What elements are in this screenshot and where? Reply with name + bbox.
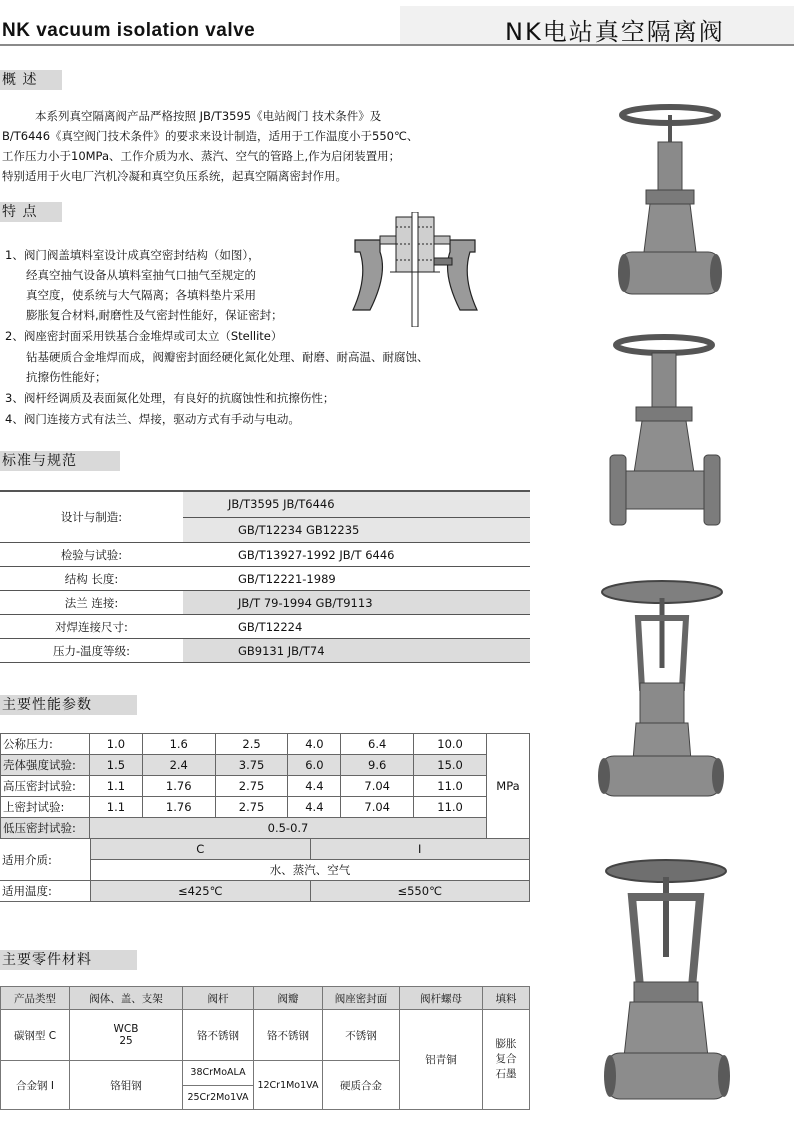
feature-line-7: 抗擦伤性能好； xyxy=(26,370,107,384)
perf-key: 公称压力: xyxy=(1,734,90,755)
feature-line-4: 膨胀复合材料,耐磨性及气密封性能好，保证密封； xyxy=(26,308,283,322)
medium-temp-table xyxy=(0,838,530,902)
perf-cell: 11.0 xyxy=(414,797,487,818)
valve-image-flanged xyxy=(606,333,726,533)
perf-unit: MPa xyxy=(487,734,530,839)
overview-line-4: 特别适用于火电厂汽机冷凝和真空负压系统，起真空隔离密封作用。 xyxy=(2,169,347,183)
perf-cell: 6.0 xyxy=(288,755,341,776)
standards-key: 检验与试验: xyxy=(0,543,183,567)
overview-line-3: 工作压力小于10MPa、工作介质为水、蒸汽、空气的管路上,作为启闭装置用； xyxy=(2,149,401,163)
header-underline xyxy=(0,44,400,46)
medium-key: 适用介质: xyxy=(0,839,91,881)
mat-header: 阀杆螺母 xyxy=(400,987,483,1010)
header-title-en: NK vacuum isolation valve xyxy=(2,20,256,41)
medium-c: C xyxy=(91,839,311,860)
perf-cell: 1.76 xyxy=(142,797,215,818)
perf-cell: 1.6 xyxy=(142,734,215,755)
packing-chamber-diagram xyxy=(350,212,480,327)
perf-cell: 6.4 xyxy=(341,734,414,755)
perf-cell: 2.75 xyxy=(215,797,288,818)
standards-value: GB/T12224 xyxy=(183,615,530,639)
overview-heading: 概 述 xyxy=(0,70,62,90)
perf-cell: 1.0 xyxy=(90,734,143,755)
mat-cell: 碳钢型 C xyxy=(1,1010,70,1061)
standards-value: GB/T12234 GB12235 xyxy=(183,517,530,543)
mat-cell: 12Cr1Mo1VA xyxy=(254,1061,323,1110)
standards-key: 压力-温度等级: xyxy=(0,639,183,663)
standards-key: 设计与制造: xyxy=(0,491,183,543)
feature-line-5: 2、阀座密封面采用铁基合金堆焊或司太立（Stellite） xyxy=(5,329,283,343)
perf-cell: 1.1 xyxy=(90,776,143,797)
perf-cell: 7.04 xyxy=(341,776,414,797)
table-row xyxy=(1,818,530,839)
overview-line-2: B/T6446《真空阀门技术条件》的要求来设计制造，适用于工作温度小于550℃、 xyxy=(2,129,419,143)
perf-key: 低压密封试验: xyxy=(1,818,90,839)
perf-cell: 2.75 xyxy=(215,776,288,797)
mat-cell: 不锈钢 xyxy=(323,1010,400,1061)
perf-cell: 1.5 xyxy=(90,755,143,776)
standards-value: GB/T13927-1992 JB/T 6446 xyxy=(183,543,530,567)
perf-cell: 15.0 xyxy=(414,755,487,776)
mat-cell: 合金钢 I xyxy=(1,1061,70,1110)
perf-cell: 4.0 xyxy=(288,734,341,755)
mat-cell: 铬不锈钢 xyxy=(183,1010,254,1061)
feature-line-1: 1、阀门阀盖填料室设计成真空密封结构（如图）， xyxy=(5,248,260,262)
standards-value: JB/T 79-1994 GB/T9113 xyxy=(183,591,530,615)
mat-cell: 38CrMoALA xyxy=(183,1061,254,1086)
perf-key: 高压密封试验: xyxy=(1,776,90,797)
mat-cell: 25Cr2Mo1VA xyxy=(183,1085,254,1110)
mat-cell: WCB 25 xyxy=(70,1010,183,1061)
standards-key: 法兰 连接: xyxy=(0,591,183,615)
overview-line-1: 本系列真空隔离阀产品严格按照 JB/T3595《电站阀门 技术条件》及 xyxy=(35,109,382,123)
materials-heading: 主要零件材料 xyxy=(0,950,137,970)
feature-line-2: 经真空抽气设备从填料室抽气口抽气至规定的 xyxy=(26,268,256,282)
table-row xyxy=(0,591,530,615)
table-row xyxy=(1,1010,530,1061)
mat-header: 阀座密封面 xyxy=(323,987,400,1010)
table-row xyxy=(1,776,530,797)
perf-cell: 1.1 xyxy=(90,797,143,818)
table-row xyxy=(1,797,530,818)
mat-cell: 铬不锈钢 xyxy=(254,1010,323,1061)
feature-line-6: 钻基硬质合金堆焊而成，阀瓣密封面经硬化氮化处理、耐磨、耐高温、耐腐蚀、 xyxy=(26,350,429,364)
standards-value: GB9131 JB/T74 xyxy=(183,639,530,663)
mat-header: 阀瓣 xyxy=(254,987,323,1010)
mat-header: 阀杆 xyxy=(183,987,254,1010)
perf-cell: 1.76 xyxy=(142,776,215,797)
perf-cell: 2.4 xyxy=(142,755,215,776)
table-row xyxy=(0,881,530,902)
medium-desc: 水、蒸汽、空气 xyxy=(91,860,530,881)
mat-header: 产品类型 xyxy=(1,987,70,1010)
table-row xyxy=(1,734,530,755)
standards-value: JB/T3595 JB/T6446 xyxy=(183,491,530,517)
table-row xyxy=(0,615,530,639)
perf-cell: 4.4 xyxy=(288,797,341,818)
materials-table xyxy=(0,986,530,1110)
table-row xyxy=(0,491,530,517)
perf-cell: 4.4 xyxy=(288,776,341,797)
perf-key: 壳体强度试验: xyxy=(1,755,90,776)
perf-cell: 9.6 xyxy=(341,755,414,776)
temp-i: ≤550℃ xyxy=(310,881,530,902)
feature-line-9: 4、阀门连接方式有法兰、焊接，驱动方式有手动与电动。 xyxy=(5,412,300,426)
standards-heading: 标准与规范 xyxy=(0,451,120,471)
standards-key: 结构 长度: xyxy=(0,567,183,591)
table-row xyxy=(0,543,530,567)
standards-value: GB/T12221-1989 xyxy=(183,567,530,591)
perf-cell: 2.5 xyxy=(215,734,288,755)
perf-key: 上密封试验: xyxy=(1,797,90,818)
table-row xyxy=(1,755,530,776)
mat-cell: 铬钼钢 xyxy=(70,1061,183,1110)
table-row xyxy=(0,567,530,591)
mat-header: 填料 xyxy=(483,987,530,1010)
mat-cell: 硬质合金 xyxy=(323,1061,400,1110)
table-row xyxy=(0,639,530,663)
perf-cell: 10.0 xyxy=(414,734,487,755)
temp-c: ≤425℃ xyxy=(91,881,311,902)
feature-line-8: 3、阀杆经调质及表面氮化处理，有良好的抗腐蚀性和抗擦伤性； xyxy=(5,391,335,405)
temp-key: 适用温度: xyxy=(0,881,91,902)
perf-cell: 3.75 xyxy=(215,755,288,776)
table-row xyxy=(1,987,530,1010)
mat-header: 阀体、盖、支架 xyxy=(70,987,183,1010)
valve-image-welded xyxy=(610,102,725,302)
performance-table xyxy=(0,733,530,839)
features-heading: 特 点 xyxy=(0,202,62,222)
perf-cell: 11.0 xyxy=(414,776,487,797)
valve-image-large-welded xyxy=(600,857,734,1107)
header-title-cn: NK电站真空隔离阀 xyxy=(505,18,725,46)
performance-heading: 主要性能参数 xyxy=(0,695,137,715)
standards-key: 对焊连接尺寸: xyxy=(0,615,183,639)
table-row xyxy=(0,839,530,860)
mat-cell: 铝青铜 xyxy=(400,1010,483,1110)
feature-line-3: 真空度，使系统与大气隔离；各填料垫片采用 xyxy=(26,288,256,302)
valve-image-globe-welded xyxy=(596,578,726,818)
standards-table xyxy=(0,490,530,663)
perf-cell: 7.04 xyxy=(341,797,414,818)
perf-cell: 0.5-0.7 xyxy=(90,818,487,839)
mat-cell: 膨胀 复合 石墨 xyxy=(483,1010,530,1110)
medium-i: I xyxy=(310,839,530,860)
